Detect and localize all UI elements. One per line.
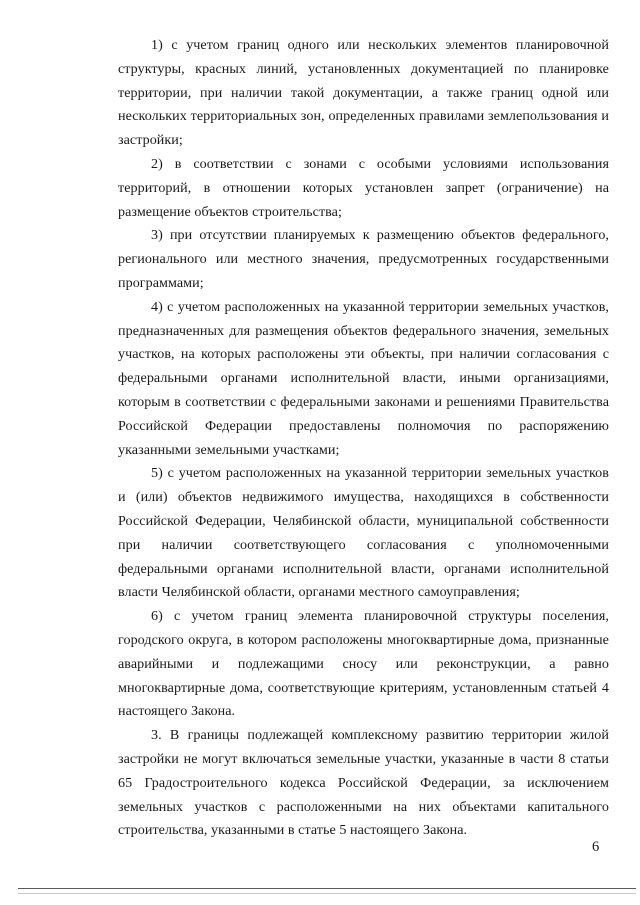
paragraph-part-3: 3. В границы подлежащей комплексному развитию территории жилой застройки не могут включаться земельные участки, указанные в части 8 статьи 65 Градостроительного кодекса Российской Федерации, за исключением земельных участков с расположенными на них объектами капитального строительства, указанными в статье 5 настоящего Закона.	[118, 727, 609, 839]
paragraph-item-4: 4) с учетом расположенных на указанной территории земельных участков, предназначенных для размещения объектов федерального значения, земельных участков, на которых расположены эти объекты, при наличии согласования с федеральными органами исполнительной власти, иными организациями, которым в соответствии с федеральными законами и решениями Правительства Российской Федерации предоставлены полномочия по распоряжению указанными земельными участками;	[118, 298, 609, 458]
paragraph-item-6: 6) с учетом границ элемента планировочной структуры поселения, городского округа, в котором расположены многоквартирные дома, признанные аварийными и подлежащими сносу или реконструкции, а равно многоквартирные дома, соответствующие критериям, установленным статьей 4 настоящего Закона.	[118, 608, 609, 720]
footer-divider-shadow	[18, 893, 636, 894]
document-body	[118, 34, 609, 843]
page-number: 6	[592, 839, 600, 855]
paragraph-item-1: 1) с учетом границ одного или нескольких элементов планировочной структуры, красных линий, установленных документацией по планировке территории, при наличии такой документации, а также границ одной или нескольких территориальных зон, определенных правилами землепользования и застройки;	[118, 37, 609, 149]
paragraph-item-5: 5) с учетом расположенных на указанной территории земельных участков и (или) объектов недвижимого имущества, находящихся в собственности Российской Федерации, Челябинской области, муниципальной собственности при наличии соответствующего согласования с уполномоченными федеральными органами исполнительной власти, органами исполнительной власти Челябинской области, органами местного самоуправления;	[118, 465, 609, 601]
paragraph-item-2: 2) в соответствии с зонами с особыми условиями использования территорий, в отношении которых установлен запрет (ограничение) на размещение объектов строительства;	[118, 155, 609, 220]
paragraph-item-3: 3) при отсутствии планируемых к размещению объектов федерального, регионального или местного значения, предусмотренных государственными программами;	[118, 227, 609, 291]
footer-divider	[18, 888, 636, 889]
